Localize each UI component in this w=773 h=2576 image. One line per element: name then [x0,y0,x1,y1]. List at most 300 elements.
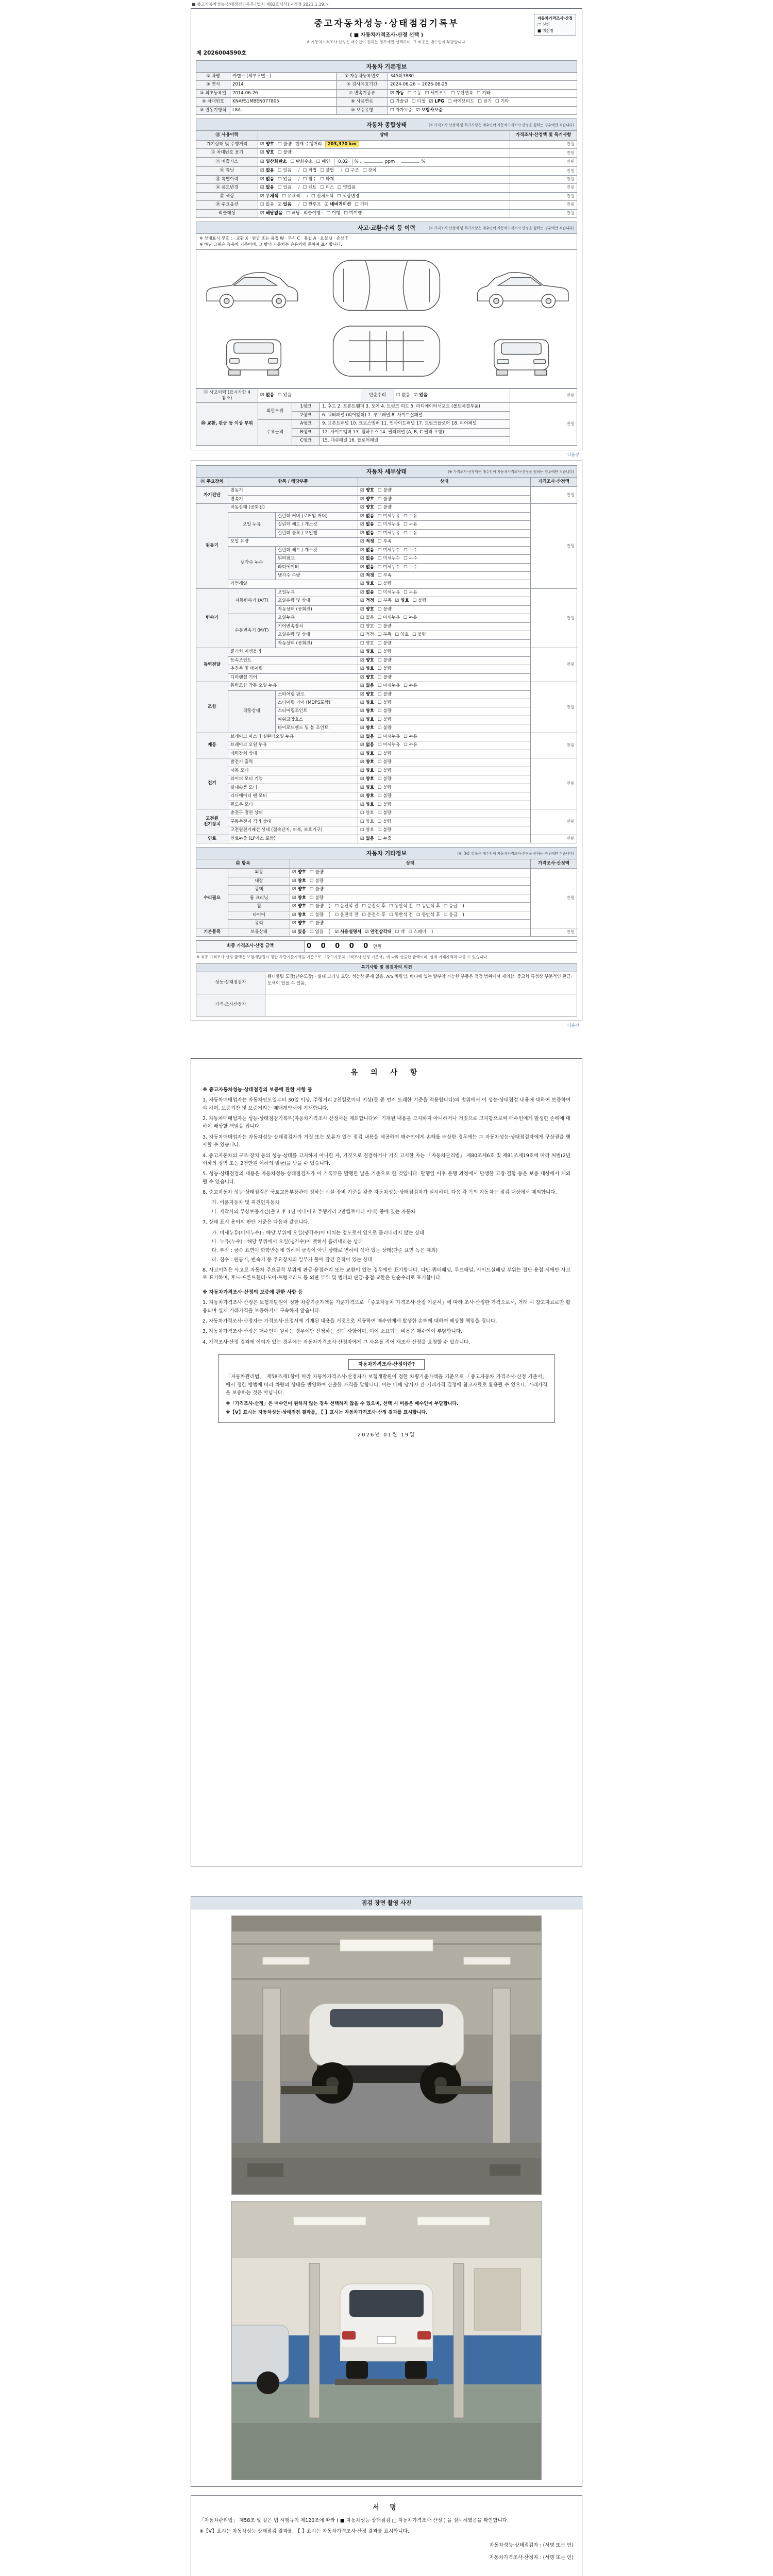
item-label: 내장 [228,877,290,885]
checkbox-불량[interactable]: ☐ 불량 [377,827,392,833]
price-cell: 만원 [510,403,577,445]
checkbox-누유[interactable]: ☐ 누유 [404,522,417,528]
field-label: ⑧ 사용연료 [337,98,388,106]
table-row [196,614,577,622]
state-cell [358,673,531,682]
price-cell: 만원 [510,192,577,200]
value-field[interactable]: 0.02 [334,159,352,165]
column-header: ㉑ 주요장치 [196,477,228,486]
checkbox-불량[interactable]: ☐ 불량 [378,666,392,672]
checkbox-양호[interactable]: ☐ 양호 [395,632,409,638]
checkbox-양호[interactable]: ☑ 양호 [292,921,307,926]
checkbox-미세누유[interactable]: ☐ 미세누유 [378,683,400,689]
title-block [196,13,577,47]
price-cell: 만원 [531,588,577,648]
checkbox-안전삼각대[interactable]: ☑ 안전삼각대 [365,929,392,935]
item-label: 휠 [228,903,290,911]
checkbox-동반석 후[interactable]: ☐ 동반석 후 [416,912,441,918]
checkbox-해당[interactable]: ☐ 해당 [286,210,300,216]
checkbox-불량[interactable]: ☐ 불량 [310,870,324,875]
accident-legend [196,233,577,249]
checkbox-미세누유[interactable]: ☐ 미세누유 [377,615,400,621]
checkbox-디젤[interactable]: ☐ 디젤 [411,99,426,105]
checkbox-미이행[interactable]: ☐ 미이행 [344,210,362,216]
field-value: 2014-06-26 [230,89,337,97]
price-cell: 만원 [531,682,577,733]
checkbox-미세누수[interactable]: ☐ 미세누수 [378,564,400,570]
checkbox-동반석 후[interactable]: ☐ 동반석 후 [416,904,441,909]
field-label: ⑥ 검사유효기간 [337,81,388,89]
table-row [196,733,577,741]
checkbox-양호[interactable]: ☑ 양호 [360,691,375,697]
checkbox-양호[interactable]: ☐ 양호 [360,810,374,816]
column-header: 상태 [290,859,531,868]
section-title: 자동차 종합상태 [366,122,407,129]
mileage-highlight: 203,370 km [325,141,359,147]
state-cell [358,690,531,699]
state-cell [358,758,531,767]
car-diagram-panel [196,249,577,388]
checkbox-있음[interactable]: ☑ 있음 [277,202,292,208]
notice-title: 유 의 사 항 [350,1069,423,1077]
apply-option-yes[interactable]: □ 신청 [537,22,550,27]
item-label: 룸 크리닝 [228,894,290,902]
price-apply-box [534,14,576,36]
checkbox-양호[interactable]: ☑ 양호 [360,725,375,731]
final-price-value [305,941,577,953]
checkbox-누수[interactable]: ☐ 누수 [404,547,417,553]
checkbox-양호[interactable]: ☑ 양호 [360,759,375,765]
checkbox-양호[interactable]: ☑ 양호 [360,505,375,511]
item-label: 발전기 출력 [228,758,358,767]
checkbox-양호[interactable]: ☑ 양호 [360,581,375,587]
paren: ( [327,929,332,935]
checkbox-미세누유[interactable]: ☐ 미세누유 [378,589,400,595]
value-field[interactable] [401,162,419,163]
checkbox-동반석 전[interactable]: ☐ 동반석 전 [389,904,413,909]
checkbox-네비게이션[interactable]: ☑ 네비게이션 [324,202,351,208]
checkbox-양호[interactable]: ☑ 양호 [360,666,375,672]
checkbox-운전석 후[interactable]: ☐ 운전석 후 [362,912,386,918]
checkbox-자동[interactable]: ☑ 자동 [390,90,405,96]
checkbox-불량[interactable]: ☐ 불량 [378,505,392,511]
checkbox-색상변경[interactable]: ☐ 색상변경 [337,193,360,199]
checkbox-누수[interactable]: ☐ 누수 [404,556,417,562]
field-value [388,106,577,114]
checkbox-불량[interactable]: ☐ 불량 [378,717,392,722]
checkbox-없음[interactable]: ☑ 없음 [260,176,275,182]
checkbox-자가보증[interactable]: ☐ 자가보증 [390,107,413,113]
checkbox-없음[interactable]: ☐ 없음 [396,393,410,398]
checkbox-양호[interactable]: ☐ 양호 [360,827,374,833]
column-header: 상태 [358,477,531,486]
checkbox-불량[interactable]: ☐ 불량 [378,708,392,714]
item-label: 스티어링조인트 [276,707,358,716]
checkbox-세미오토[interactable]: ☐ 세미오토 [425,90,447,96]
checkbox-불량[interactable]: ☐ 불량 [378,751,392,756]
checkbox-불량[interactable]: ☐ 불량 [310,912,324,918]
checkbox-유채색[interactable]: ☐ 유채색 [282,193,300,199]
checkbox-없음[interactable]: ☑ 없음 [360,836,375,841]
item-label: 작동상태 (공회전) [276,605,358,614]
checkbox-없음[interactable]: ☑ 없음 [260,185,275,191]
checkbox-불량[interactable]: ☐ 불량 [378,725,392,731]
checkbox-미세누유[interactable]: ☐ 미세누유 [378,513,400,519]
checkbox-미세누유[interactable]: ☐ 미세누유 [378,530,400,536]
checkbox-영업용[interactable]: ☐ 영업용 [338,185,356,191]
price-cell: 만원 [510,149,577,157]
state-cell [358,631,531,639]
checkbox-불량[interactable]: ☐ 불량 [378,657,392,663]
checkbox-불량[interactable]: ☐ 불량 [378,785,392,790]
checkbox-부족[interactable]: ☐ 부족 [378,572,392,578]
checkbox-미세누유[interactable]: ☐ 미세누유 [378,522,400,528]
state-cell [290,877,531,885]
checkbox-양호[interactable]: ☑ 양호 [360,751,375,756]
checkbox-누유[interactable]: ☐ 누유 [404,734,417,739]
checkbox-불량[interactable]: ☐ 불량 [378,776,392,782]
signer-appraiser: 자동차가격조사·산정자 : (서명 또는 인) [489,2554,574,2561]
checkbox-운전석 후[interactable]: ☐ 운전석 후 [362,904,386,909]
checkbox-전체도색[interactable]: ☐ 전체도색 [311,193,334,199]
checkbox-이행[interactable]: ☐ 이행 [326,210,341,216]
checkbox-양호[interactable]: ☑ 양호 [292,870,307,875]
item-label: 브레이크 오일 누유 [228,741,358,750]
definition-body: 「자동차관리법」 제58조제1항에 따라 자동차가격조사·산정자가 보험개발원이 정한 차량기준가액을 기준으로 「중고자동차 가격조사·산정 기준서」에서 정한 방법에 따라 차량의 상태를 반영하여 산출한 가격을 말합니다. 이는 매매 당사자 간 거래가격 결정에 참고자료로 활용될 수 있으나, 거래가격을 보증하는 것은 아닙니다. [226,1374,547,1396]
price-cell: 만원 [510,167,577,175]
header-row [196,477,577,486]
checkbox-양호[interactable]: ☑ 양호 [360,768,375,773]
checkbox-스패너[interactable]: ☐ 스패너 [408,929,427,935]
checkbox-렌트[interactable]: ☐ 렌트 [303,185,317,191]
checkbox-양호[interactable]: ☑ 양호 [360,674,375,680]
checkbox-불량[interactable]: ☐ 불량 [377,640,392,646]
state-cell [258,388,361,403]
checkbox-불량[interactable]: ☐ 불량 [378,606,392,612]
checkbox-없음[interactable]: ☑ 없음 [360,734,375,739]
checkbox-동반석 전[interactable]: ☐ 동반석 전 [389,912,413,918]
table-row [196,665,577,673]
checkbox-썬루프[interactable]: ☐ 썬루프 [303,202,321,208]
checkbox-없음[interactable]: ☑ 없음 [360,564,375,570]
page-block-1 [191,8,582,450]
checkbox-누유[interactable]: ☐ 누유 [404,589,417,595]
checkbox-없음[interactable]: ☑ 없음 [360,683,375,689]
item-label: 냉각수 수량 [276,571,358,580]
photo-workshop-underbody [231,1916,542,2195]
document-page [191,0,582,2576]
notice-item: 2. 자동차매매업자는 성능·상태점검기록부(자동차가격조사·산정서는 제외합니다)에 기재된 내용을 고지하지 아니하거나 거짓으로 고지함으로써 매수인에게 발생한 손해에 대하여 배상할 책임을 집니다. [203,1116,570,1130]
checkbox-양호[interactable]: ☑ 양호 [360,657,375,663]
section-note: (※ 가격조사·산정액 및 특기사항은 매수인이 자동차가격조사·산정을 원하는 경우에만 적습니다) [428,226,574,231]
scope-label: 외판부위 [258,403,292,420]
separator: / [298,176,300,182]
checkbox-있음[interactable]: ☐ 있음 [278,168,292,174]
state-cell [358,733,531,741]
checkbox-양호[interactable]: ☑ 양호 [360,785,375,790]
checkbox-수동[interactable]: ☐ 수동 [408,90,422,96]
definition-title: 자동차가격조사·산정이란? [348,1359,425,1370]
checkbox-양호[interactable]: ☑ 양호 [360,606,375,612]
checkbox-일산화탄소[interactable]: ☑ 일산화탄소 [260,159,287,164]
checkbox-적법[interactable]: ☐ 적법 [303,168,317,174]
page-subtitle: ( ■ 자동차가격조사·산정 선택 ) [349,32,424,38]
state-cell [358,639,531,648]
checkbox-양호[interactable]: ☑ 양호 [360,717,375,722]
checkbox-없음[interactable]: ☑ 없음 [360,513,375,519]
lift-post-right [493,1988,510,2158]
notice-item: 4. 가격조사·산정 결과에 이의가 있는 경우에는 자동차가격조사·산정자에게 그 사유를 적어 재조사·산정을 요청할 수 있습니다. [203,1339,470,1345]
field-value: 2014 [230,81,337,89]
state-cell [358,818,531,826]
checkbox-양호[interactable]: ☐ 양호 [360,623,374,629]
checkbox-있음[interactable]: ☑ 있음 [413,393,428,398]
separator: / [341,168,343,174]
car-rear-view [494,340,548,375]
lift-post-left [309,2263,320,2418]
checkbox-양호[interactable]: ☑ 양호 [292,912,307,918]
checkbox-없음[interactable]: ☑ 없음 [360,522,375,528]
checkbox-양호[interactable]: ☑ 양호 [260,141,275,147]
overall-state-table-container [196,130,577,218]
checkbox-없음[interactable]: ☐ 없음 [360,615,374,621]
checkbox-불량[interactable]: ☐ 불량 [378,488,392,494]
header-row [196,131,577,140]
checkbox-양호[interactable]: ☑ 양호 [292,878,307,884]
checkbox-불법[interactable]: ☐ 불법 [320,168,334,174]
checkbox-LPG[interactable]: ☑ LPG [429,99,444,105]
group-label: ⑳ 교환, 판금 등 이상 부위 [196,403,258,445]
checkbox-리스[interactable]: ☐ 리스 [320,185,334,191]
checkbox-보험사보증[interactable]: ☑ 보험사보증 [416,107,443,113]
table-row [196,167,577,175]
page-marker[interactable]: 다음장 [567,452,579,457]
notice-item: 1. 자동차매매업자는 자동차인도일부터 30일 이상, 주행거리 2천킬로미터 이상(둘 중 먼저 도래한 기준을 적용합니다)의 범위에서 이 성능·상태점검 내용에 대하여 보증하여야 하며, 보증기간 및 보증거리는 매매계약서에 기재합니다. [203,1097,570,1111]
checkbox-매연[interactable]: ☐ 매연 [316,159,330,164]
lift-platform [335,2379,438,2385]
checkbox-가솔린[interactable]: ☐ 가솔린 [390,99,408,105]
notice-sub-item: 다. 부식 : 금속 표면이 화학반응에 의하여 금속이 아닌 상태로 변하여 삭아 있는 상태(단순 표면 녹은 제외) [212,1248,438,1254]
checkbox-불량[interactable]: ☐ 불량 [310,887,324,892]
checkbox-미세누유[interactable]: ☐ 미세누유 [378,742,400,748]
price-cell: 만원 [531,504,577,589]
checkbox-미세누수[interactable]: ☐ 미세누수 [378,547,400,553]
state-cell [358,656,531,665]
checkbox-불량[interactable]: ☐ 불량 [310,895,324,901]
table-row [196,538,577,546]
checkbox-누유[interactable]: ☐ 누유 [404,683,417,689]
row-label: 리콜대상 [196,209,258,217]
checkbox-응급[interactable]: ☐ 응급 [444,912,458,918]
checkbox-응급[interactable]: ☐ 응급 [444,904,458,909]
field-value: 카렌스 (세부모델 : ) [230,73,337,81]
checkbox-없음[interactable]: ☑ 없음 [360,556,375,562]
checkbox-불량[interactable]: ☐ 불량 [310,878,324,884]
checkbox-미세누유[interactable]: ☐ 미세누유 [378,734,400,739]
checkbox-구조[interactable]: ☐ 구조 [345,168,359,174]
checkbox-양호[interactable]: ☑ 양호 [292,887,307,892]
checkbox-있음[interactable]: ☐ 있음 [278,393,292,398]
checkbox-불량[interactable]: ☐ 불량 [310,921,324,926]
checkbox-누유[interactable]: ☐ 누유 [403,615,417,621]
checkbox-불량[interactable]: ☐ 불량 [378,768,392,773]
checkbox-양호[interactable]: ☑ 양호 [360,708,375,714]
table-row [196,767,577,775]
checkbox-있음[interactable]: ☑ 있음 [292,929,307,935]
checkbox-없음[interactable]: ☑ 없음 [260,168,275,174]
checkbox-양호[interactable]: ☑ 양호 [360,496,375,502]
checkbox-장치[interactable]: ☐ 장치 [362,168,377,174]
inline-label: 리콜이행 : [304,210,324,216]
checkbox-양호[interactable]: ☐ 양호 [360,640,374,646]
state-cell [290,903,531,911]
checkbox-적정[interactable]: ☑ 적정 [360,572,375,578]
checkbox-불량[interactable]: ☐ 불량 [378,759,392,765]
table-row [196,972,577,994]
checkbox-사용설명서[interactable]: ☑ 사용설명서 [334,929,362,935]
table-row [196,741,577,750]
checkbox-적정[interactable]: ☑ 적정 [360,539,375,545]
row-label: ⑱ 주요옵션 [196,201,258,209]
checkbox-무단변속[interactable]: ☐ 무단변속 [450,90,474,96]
checkbox-있음[interactable]: ☐ 있음 [278,185,292,191]
checkbox-양호[interactable]: ☐ 양호 [360,819,374,824]
checkbox-운전석 전[interactable]: ☐ 운전석 전 [334,912,359,918]
checkbox-양호[interactable]: ☑ 양호 [395,598,409,604]
checkbox-불량[interactable]: ☐ 불량 [378,691,392,697]
row-label: ⑰ 색상 [196,192,258,200]
state-cell [358,563,531,571]
separator: / [307,193,309,199]
checkbox-화재[interactable]: ☐ 화재 [320,176,334,182]
checkbox-불량[interactable]: ☐ 불량 [377,819,392,824]
opinion-text: 휀더클립 도장(단순도장) · 실내 크리닝 요망. 성능상 문제 없음. A/S 차량임. 바디에 있는 탈부착 가능한 부품은 점검 범위에서 제외함. 중고차 특성상 부분적인 판금·도색이 있을 수 있음. [265,972,577,994]
checkbox-없음[interactable]: ☑ 없음 [360,530,375,536]
checkbox-누유[interactable]: ☐ 누유 [404,742,417,748]
checkbox-양호[interactable]: ☑ 양호 [360,700,375,705]
checkbox-누수[interactable]: ☐ 누수 [404,564,417,570]
checkbox-운전석 전[interactable]: ☐ 운전석 전 [334,904,359,909]
checkbox-불량[interactable]: ☐ 불량 [378,793,392,799]
lift-post-left [263,1988,280,2158]
state-cell [358,801,531,809]
checkbox-침수[interactable]: ☐ 침수 [303,176,317,182]
section-overall-state [196,118,577,218]
checkbox-양호[interactable]: ☑ 양호 [360,776,375,782]
checkbox-불량[interactable]: ☐ 불량 [278,141,292,147]
checkbox-양호[interactable]: ☑ 양호 [260,150,275,156]
checkbox-탄화수소[interactable]: ☐ 탄화수소 [290,159,313,164]
checkbox-적정[interactable]: ☑ 적정 [360,598,375,604]
page-marker[interactable]: 다음장 [567,1023,579,1028]
table-row [196,886,577,894]
table-row [196,495,577,503]
checkbox-기타[interactable]: ☐ 기타 [495,99,509,105]
checkbox-불량[interactable]: ☐ 불량 [310,904,324,909]
checkbox-양호[interactable]: ☑ 양호 [360,793,375,799]
checkbox-기타[interactable]: ☐ 기타 [477,90,491,96]
notice-body [203,1086,570,1346]
checkbox-불량[interactable]: ☐ 불량 [378,802,392,807]
checkbox-불량[interactable]: ☐ 불량 [378,700,392,705]
section-title: 사고·교환·수리 등 이력 [358,225,415,232]
checkbox-미세누수[interactable]: ☐ 미세누수 [378,556,400,562]
table-row [196,388,577,403]
checkbox-불량[interactable]: ☐ 불량 [412,632,427,638]
checkbox-누유[interactable]: ☐ 누유 [404,513,417,519]
value-field[interactable] [364,162,383,163]
checkbox-잭[interactable]: ☐ 잭 [395,929,405,935]
checkbox-적정[interactable]: ☐ 적정 [360,632,374,638]
item-label: 오일 유량 [228,538,358,546]
signature-title: 서 명 [373,2504,400,2512]
checkbox-해당없음[interactable]: ☑ 해당없음 [260,210,283,216]
checkbox-불량[interactable]: ☐ 불량 [377,623,392,629]
state-cell [358,750,531,758]
checkbox-없음[interactable]: ☑ 없음 [260,393,275,398]
checkbox-불량[interactable]: ☐ 불량 [378,649,392,655]
checkbox-누출[interactable]: ☐ 누출 [378,836,392,841]
checkbox-양호[interactable]: ☑ 양호 [360,802,375,807]
checkbox-불량[interactable]: ☐ 불량 [378,674,392,680]
checkbox-불량[interactable]: ☐ 불량 [378,581,392,587]
table-row [196,89,577,97]
checkbox-부족[interactable]: ☐ 부족 [378,598,392,604]
checkbox-불량[interactable]: ☐ 불량 [278,150,292,156]
checkbox-있음[interactable]: ☐ 있음 [278,176,292,182]
column-header: 가격조사·산정액 [531,477,577,486]
checkbox-불량[interactable]: ☐ 불량 [412,598,427,604]
apply-option-no[interactable]: ■ 미신청 [537,28,554,33]
inspection-photos-block [191,1896,582,2487]
notice-item: 7. 상태 표시 용어의 판단 기준은 다음과 같습니다. [203,1219,310,1226]
item-label: 충전구 절연 상태 [228,809,358,818]
field-label: ② 연식 [196,81,230,89]
state-cell [358,784,531,792]
checkbox-양호[interactable]: ☑ 양호 [360,649,375,655]
checkbox-없음[interactable]: ☐ 없음 [260,202,274,208]
paren: ) [461,904,464,909]
checkbox-양호[interactable]: ☑ 양호 [360,488,375,494]
checkbox-불량[interactable]: ☐ 불량 [378,496,392,502]
checkbox-하이브리드[interactable]: ☐ 하이브리드 [447,99,475,105]
checkbox-누유[interactable]: ☐ 누유 [404,530,417,536]
checkbox-불량[interactable]: ☐ 불량 [377,810,392,816]
checkbox-전기[interactable]: ☐ 전기 [478,99,492,105]
checkbox-없음[interactable]: ☑ 없음 [360,589,375,595]
checkbox-부족[interactable]: ☐ 부족 [378,539,392,545]
checkbox-기타[interactable]: ☐ 기타 [355,202,368,208]
notice-item: 6. 중고자동차 성능·상태점검은 국토교통부장관이 정하는 시설·장비 기준을 갖춘 자동차성능·상태점검자가 실시하며, 다음 각 목의 자동차는 점검 대상에서 제외합니다. [203,1190,557,1195]
column-header: ⑪ 사용이력 [196,131,258,140]
final-price-note: ※ 최종 가격조사·산정 금액은 보험개발원이 정한 차량기준가액을 기준으로 「중고자동차 가격조사·산정 기준서」에 따라 산출한 금액이며, 실제 거래가격과 다를 수 있습니다. [196,954,489,959]
state-cell [258,209,510,217]
checkbox-양호[interactable]: ☑ 양호 [292,904,307,909]
checkbox-부족[interactable]: ☐ 부족 [377,632,392,638]
checkbox-없음[interactable]: ☑ 없음 [360,742,375,748]
table-row [196,894,577,902]
state-cell [358,614,531,622]
subgroup-label: 오일 누유 [228,512,276,537]
checkbox-무채색[interactable]: ☑ 무채색 [260,193,279,199]
form-reference: ■ 중고자동차성능·상태점검기록부 [별지 제82호서식] <개정 2021.1.19.> [192,2,329,7]
state-cell [358,826,531,835]
checkbox-없음[interactable]: ☑ 없음 [360,547,375,553]
item-label: 유리 [228,920,290,928]
checkbox-양호[interactable]: ☑ 양호 [292,895,307,901]
item-label: 원동기 [228,487,358,495]
checkbox-없음[interactable]: ☐ 없음 [310,929,324,935]
